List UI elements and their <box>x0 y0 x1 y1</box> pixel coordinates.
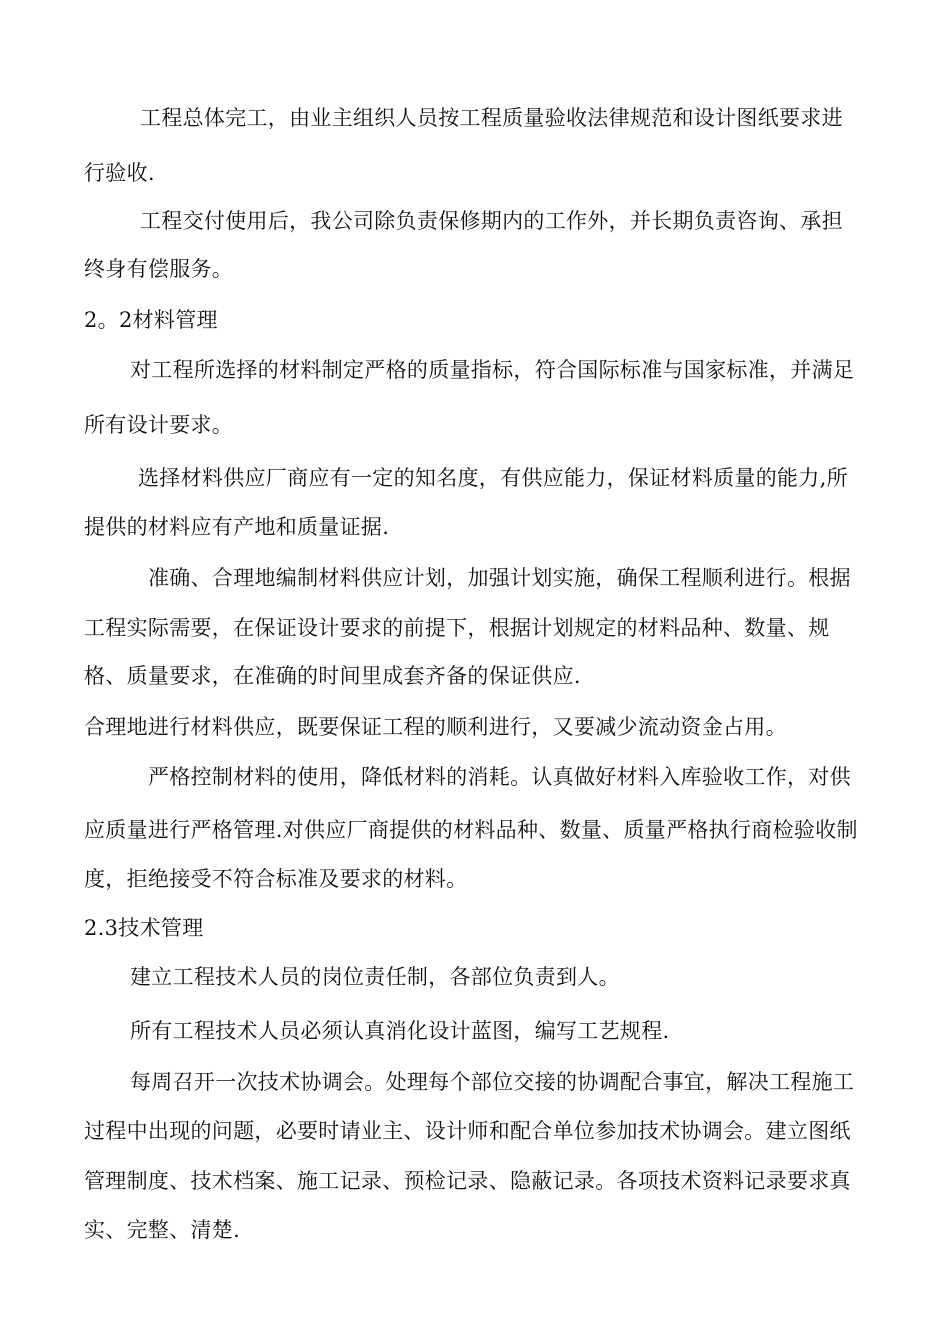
paragraph-line: 提供的材料应有产地和质量证据. <box>84 515 390 539</box>
paragraph-line: 每周召开一次技术协调会。处理每个部位交接的协调配合事宜，解决工程施工 <box>130 1070 855 1094</box>
paragraph-line: 严格控制材料的使用，降低材料的消耗。认真做好材料入库验收工作，对供 <box>148 765 851 789</box>
paragraph-line: 准确、合理地编制材料供应计划，加强计划实施，确保工程顺利进行。根据 <box>148 566 851 590</box>
paragraph-line: 对工程所选择的材料制定严格的质量指标，符合国际标准与国家标准，并满足 <box>130 358 855 382</box>
paragraph-line: 所有设计要求。 <box>84 413 234 437</box>
paragraph-line: 管理制度、技术档案、施工记录、预检记录、隐蔽记录。各项技术资料记录要求真 <box>84 1169 851 1193</box>
paragraph-line: 行验收. <box>84 161 155 185</box>
paragraph-line: 格、质量要求，在准确的时间里成套齐备的保证供应. <box>84 664 581 688</box>
paragraph-line: 工程实际需要，在保证设计要求的前提下，根据计划规定的材料品种、数量、规 <box>84 616 830 640</box>
paragraph-line: 建立工程技术人员的岗位责任制，各部位负责到人。 <box>130 965 620 989</box>
section-heading: 2.3技术管理 <box>84 916 204 940</box>
section-heading: 2。2材料管理 <box>84 308 218 332</box>
paragraph-line: 合理地进行材料供应，既要保证工程的顺利进行，又要减少流动资金占用。 <box>84 715 787 739</box>
paragraph-line: 选择材料供应厂商应有一定的知名度，有供应能力，保证材料质量的能力,所 <box>138 466 848 490</box>
paragraph-line: 所有工程技术人员必须认真消化设计蓝图，编写工艺规程. <box>130 1019 670 1043</box>
paragraph-line: 工程交付使用后，我公司除负责保修期内的工作外，并长期负责咨询、承担 <box>140 209 843 233</box>
paragraph-line: 实、完整、清楚. <box>84 1218 241 1242</box>
paragraph-line: 工程总体完工，由业主组织人员按工程质量验收法律规范和设计图纸要求进 <box>140 106 843 130</box>
paragraph-line: 应质量进行严格管理.对供应厂商提供的材料品种、数量、质量严格执行商检验收制 <box>84 818 858 842</box>
paragraph-line: 终身有偿服务。 <box>84 257 234 281</box>
paragraph-line: 度，拒绝接受不符合标准及要求的材料。 <box>84 867 468 891</box>
paragraph-line: 过程中出现的问题，必要时请业主、设计师和配合单位参加技术协调会。建立图纸 <box>84 1119 851 1143</box>
